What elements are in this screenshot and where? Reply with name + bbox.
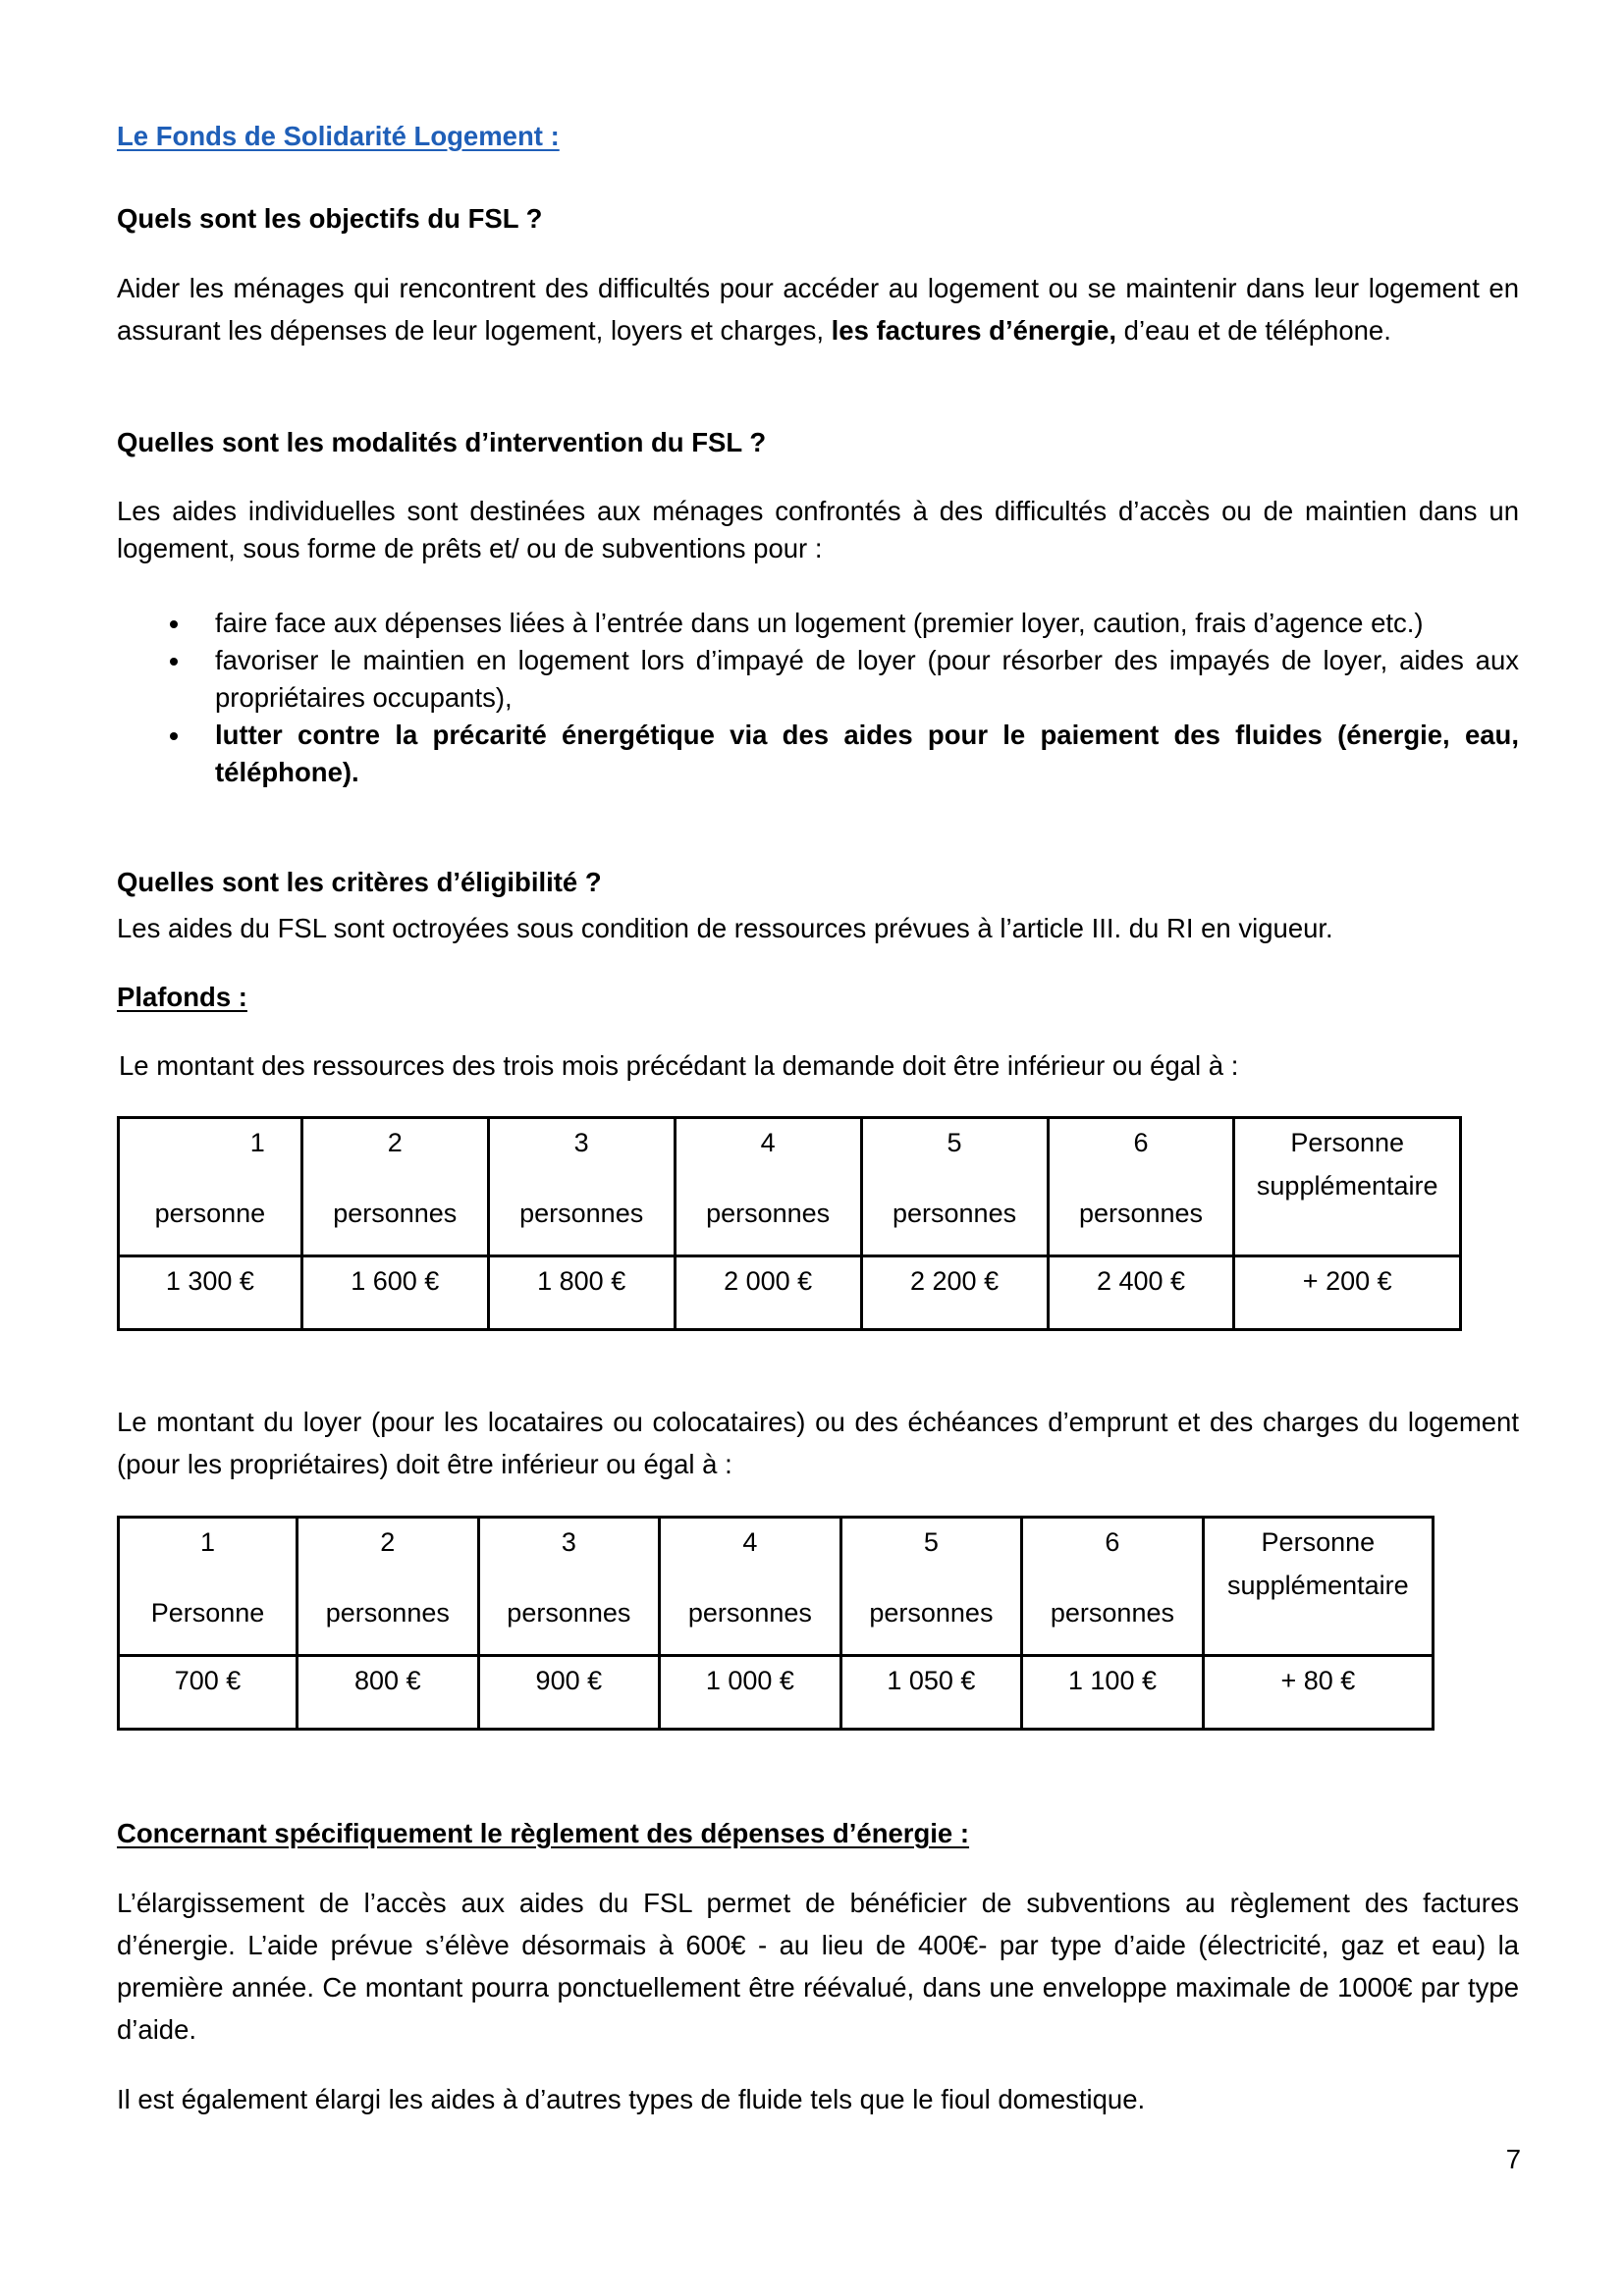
table-cell: + 200 € bbox=[1234, 1256, 1461, 1330]
energy-paragraph: L’élargissement de l’accès aux aides du FSL permet de bénéficier de subventions au règlement des factures d’énergie. L’aide prévue s’élève désormais à 600€ - au lieu de 400€- par type d’aide (électricité, gaz et eau) la première année. Ce montant pourra ponctuellement être réévalué, dans une enveloppe maximale de 1000€ par type d’aide. bbox=[117, 1888, 1519, 2045]
list-item bbox=[117, 717, 1519, 791]
table-cell: 700 € bbox=[119, 1656, 298, 1730]
modalities-heading: Quelles sont les modalités d’intervention du FSL ? bbox=[117, 427, 767, 457]
energy-paragraph-2: Il est également élargi les aides à d’autres types de fluide tels que le fioul domestique. bbox=[117, 2084, 1146, 2114]
header-unit: Personne bbox=[150, 1598, 265, 1628]
table-cell: 1 600 € bbox=[301, 1256, 488, 1330]
objectives-paragraph bbox=[117, 267, 1519, 351]
bullet-text: lutter contre la précarité énergétique via des aides pour le paiement des fluides (énergie, eau, téléphone). bbox=[215, 720, 1519, 787]
page-number: 7 bbox=[1505, 2144, 1521, 2174]
table-cell: 2 400 € bbox=[1048, 1256, 1234, 1330]
table-header-cell bbox=[119, 1118, 302, 1256]
bullet-text: faire face aux dépenses liées à l’entrée dans un logement (premier loyer, caution, frais d’agence etc.) bbox=[215, 608, 1424, 638]
table-row bbox=[119, 1656, 1434, 1730]
table-header-row bbox=[119, 1518, 1434, 1656]
header-count: 3 bbox=[561, 1527, 576, 1557]
table-header-cell bbox=[488, 1118, 675, 1256]
table-header-cell-extra bbox=[1234, 1118, 1461, 1256]
header-extra-line2: supplémentaire bbox=[1256, 1171, 1438, 1201]
table-row bbox=[119, 1256, 1461, 1330]
table-cell: 1 100 € bbox=[1022, 1656, 1204, 1730]
table-header-cell bbox=[660, 1518, 841, 1656]
header-extra-line1: Personne bbox=[1290, 1128, 1405, 1157]
header-unit: personnes bbox=[1078, 1199, 1204, 1228]
objectives-text-bold: les factures d’énergie, bbox=[831, 315, 1117, 346]
bullet-text: favoriser le maintien en logement lors d’impayé de loyer (pour résorber des impayés de loyer, aides aux propriétaires occupants), bbox=[215, 645, 1519, 713]
table-header-cell-extra bbox=[1203, 1518, 1433, 1656]
table-header-cell bbox=[1048, 1118, 1234, 1256]
rent-ceiling-table bbox=[117, 1516, 1435, 1731]
header-count: 1 bbox=[249, 1128, 265, 1157]
table-cell: 1 800 € bbox=[488, 1256, 675, 1330]
energy-heading: Concernant spécifiquement le règlement des dépenses d’énergie : bbox=[117, 1818, 970, 1848]
header-unit: personnes bbox=[706, 1199, 831, 1228]
header-count: 2 bbox=[380, 1527, 396, 1557]
ceilings-heading: Plafonds : bbox=[117, 982, 247, 1012]
bullet-icon bbox=[170, 658, 178, 666]
header-unit: personnes bbox=[893, 1199, 1017, 1228]
table1-intro: Le montant des ressources des trois mois précédant la demande doit être inférieur ou égal à : bbox=[119, 1050, 1239, 1081]
header-count: 6 bbox=[1133, 1128, 1149, 1157]
header-unit: personnes bbox=[687, 1598, 812, 1628]
header-unit: personnes bbox=[1050, 1598, 1174, 1628]
header-count: 6 bbox=[1105, 1527, 1120, 1557]
header-extra-line2: supplémentaire bbox=[1227, 1571, 1409, 1600]
document-title[interactable]: Le Fonds de Solidarité Logement : bbox=[117, 121, 560, 151]
resources-ceiling-table bbox=[117, 1116, 1462, 1331]
header-count: 4 bbox=[742, 1527, 758, 1557]
header-count: 3 bbox=[573, 1128, 589, 1157]
objectives-heading: Quels sont les objectifs du FSL ? bbox=[117, 203, 543, 234]
bullet-icon bbox=[170, 620, 178, 628]
table-header-cell bbox=[675, 1118, 861, 1256]
objectives-text-start: Aider les ménages qui rencontrent des difficultés pour accéder au logement ou se maintenir dans leur logement en assurant les dépenses de leur logement, loyers et charges, bbox=[117, 273, 1519, 346]
header-unit: personnes bbox=[333, 1199, 458, 1228]
modalities-intro: Les aides individuelles sont destinées aux ménages confrontés à des difficultés d’accès ou de maintien dans un logement, sous forme de prêts et/ ou de subventions pour : bbox=[117, 496, 1519, 563]
bullet-icon bbox=[170, 732, 178, 740]
eligibility-heading: Quelles sont les critères d’éligibilité ? bbox=[117, 867, 602, 897]
table-cell: 800 € bbox=[298, 1656, 479, 1730]
header-count: 2 bbox=[387, 1128, 403, 1157]
objectives-text-end: d’eau et de téléphone. bbox=[1116, 315, 1391, 346]
table-header-cell bbox=[478, 1518, 660, 1656]
table-header-cell bbox=[861, 1118, 1048, 1256]
table-cell: 1 050 € bbox=[840, 1656, 1022, 1730]
table-header-cell bbox=[1022, 1518, 1204, 1656]
table-header-cell bbox=[840, 1518, 1022, 1656]
table-cell: 1 000 € bbox=[660, 1656, 841, 1730]
table-cell: 900 € bbox=[478, 1656, 660, 1730]
table2-intro: Le montant du loyer (pour les locataires ou colocataires) ou des échéances d’emprunt et des charges du logement (pour les propriétaires) doit être inférieur ou égal à : bbox=[117, 1407, 1519, 1479]
header-count: 5 bbox=[947, 1128, 962, 1157]
header-count: 1 bbox=[200, 1527, 216, 1557]
list-item bbox=[117, 605, 1519, 642]
table-cell: 1 300 € bbox=[119, 1256, 302, 1330]
header-count: 5 bbox=[923, 1527, 939, 1557]
header-unit: personnes bbox=[519, 1199, 644, 1228]
table-header-row bbox=[119, 1118, 1461, 1256]
header-unit: personnes bbox=[325, 1598, 450, 1628]
table-cell: + 80 € bbox=[1203, 1656, 1433, 1730]
table-cell: 2 200 € bbox=[861, 1256, 1048, 1330]
header-extra-line1: Personne bbox=[1261, 1527, 1376, 1557]
header-count: 4 bbox=[760, 1128, 776, 1157]
modalities-bullet-list bbox=[117, 605, 1519, 791]
table-cell: 2 000 € bbox=[675, 1256, 861, 1330]
header-unit: personnes bbox=[869, 1598, 994, 1628]
table-header-cell bbox=[119, 1518, 298, 1656]
table-header-cell bbox=[298, 1518, 479, 1656]
header-unit: personnes bbox=[507, 1598, 631, 1628]
eligibility-text: Les aides du FSL sont octroyées sous condition de ressources prévues à l’article III. du RI en vigueur. bbox=[117, 913, 1333, 943]
header-unit: personne bbox=[154, 1199, 266, 1228]
list-item bbox=[117, 642, 1519, 717]
table-header-cell bbox=[301, 1118, 488, 1256]
